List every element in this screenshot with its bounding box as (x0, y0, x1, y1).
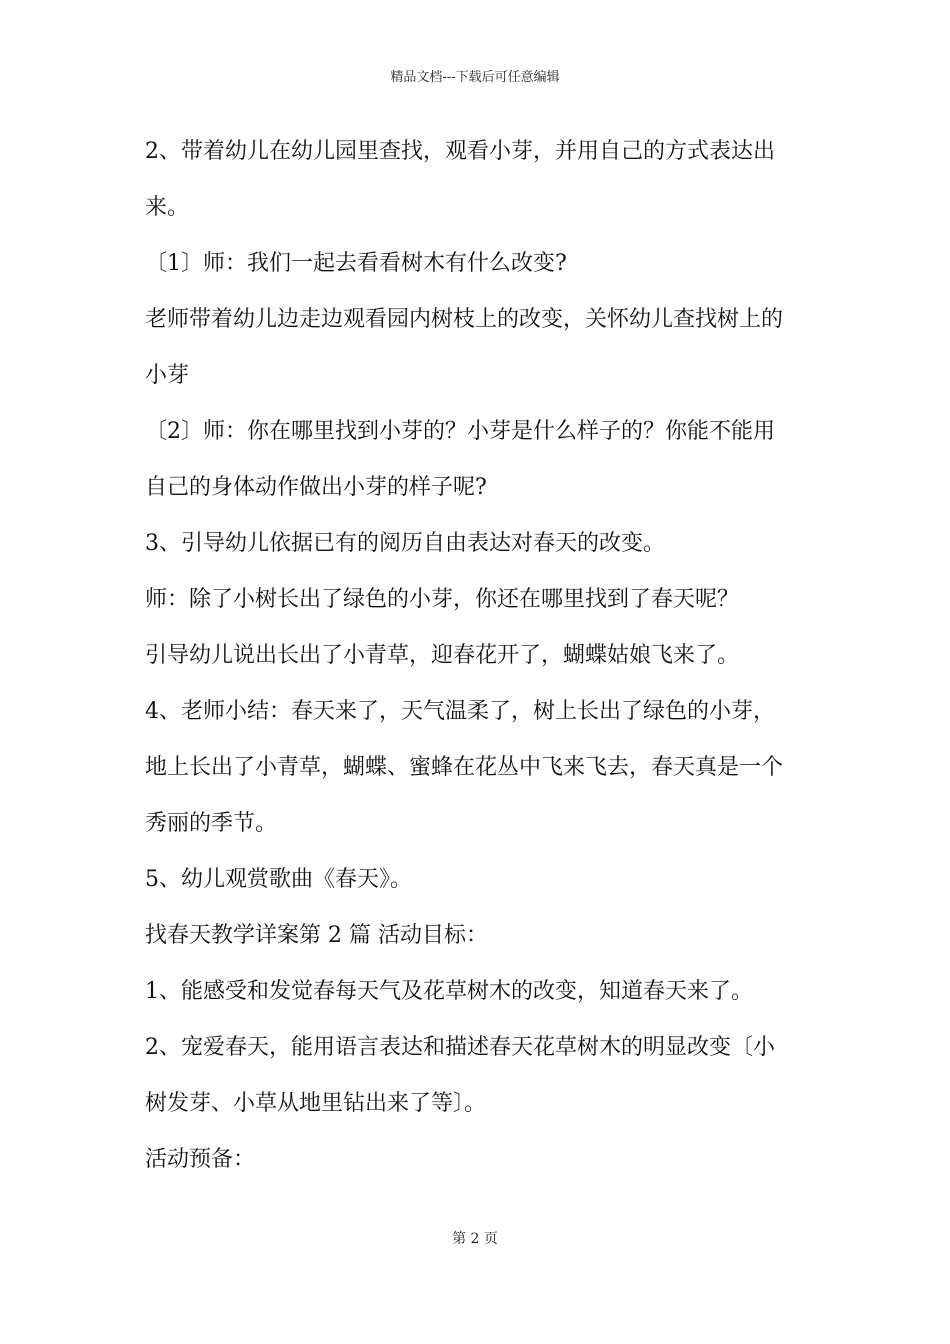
paragraph-line: 2、带着幼儿在幼儿园里查找，观看小芽，并用自己的方式表达出 (145, 139, 775, 164)
paragraph-line: 来。 (145, 195, 190, 220)
paragraph-line: 4、老师小结：春天来了，天气温柔了，树上长出了绿色的小芽， (145, 699, 775, 724)
paragraph-line: 自己的身体动作做出小芽的样子呢? (145, 475, 487, 500)
document-body (145, 132, 817, 1180)
paragraph-line: 小芽 (145, 363, 190, 388)
paragraph-line: 地上长出了小青草，蝴蝶、蜜蜂在花丛中飞来飞去，春天真是一个 (145, 755, 784, 780)
paragraph-line: 老师带着幼儿边走边观看园内树枝上的改变，关怀幼儿查找树上的 (145, 307, 784, 332)
paragraph-line: 〔2〕师：你在哪里找到小芽的？小芽是什么样子的？你能不能用 (145, 419, 775, 444)
paragraph-line: 树发芽、小草从地里钻出来了等〕。 (145, 1091, 487, 1116)
paragraph-line: 2、宠爱春天，能用语言表达和描述春天花草树木的明显改变〔小 (145, 1035, 775, 1060)
paragraph-line: 5、幼儿观赏歌曲《春天》。 (145, 867, 412, 892)
paragraph-line: 活动预备： (145, 1147, 256, 1172)
section-heading-line: 找春天教学详案第 2 篇 活动目标： (145, 923, 488, 948)
paragraph-line: 秀丽的季节。 (145, 811, 278, 836)
paragraph-line: 1、能感受和发觉春每天气及花草树木的改变，知道春天来了。 (145, 979, 753, 1004)
paragraph-line: 师：除了小树长出了绿色的小芽，你还在哪里找到了春天呢？ (145, 587, 740, 612)
page-number: 第 2 页 (452, 1231, 498, 1247)
paragraph-line: 3、引导幼儿依据已有的阅历自由表达对春天的改变。 (145, 531, 665, 556)
paragraph-line: 引导幼儿说出长出了小青草，迎春花开了，蝴蝶姑娘飞来了。 (145, 643, 740, 668)
page-header: 精品文档---下载后可任意编辑 (390, 70, 560, 85)
paragraph-line: 〔1〕师：我们一起去看看树木有什么改变? (145, 251, 567, 276)
